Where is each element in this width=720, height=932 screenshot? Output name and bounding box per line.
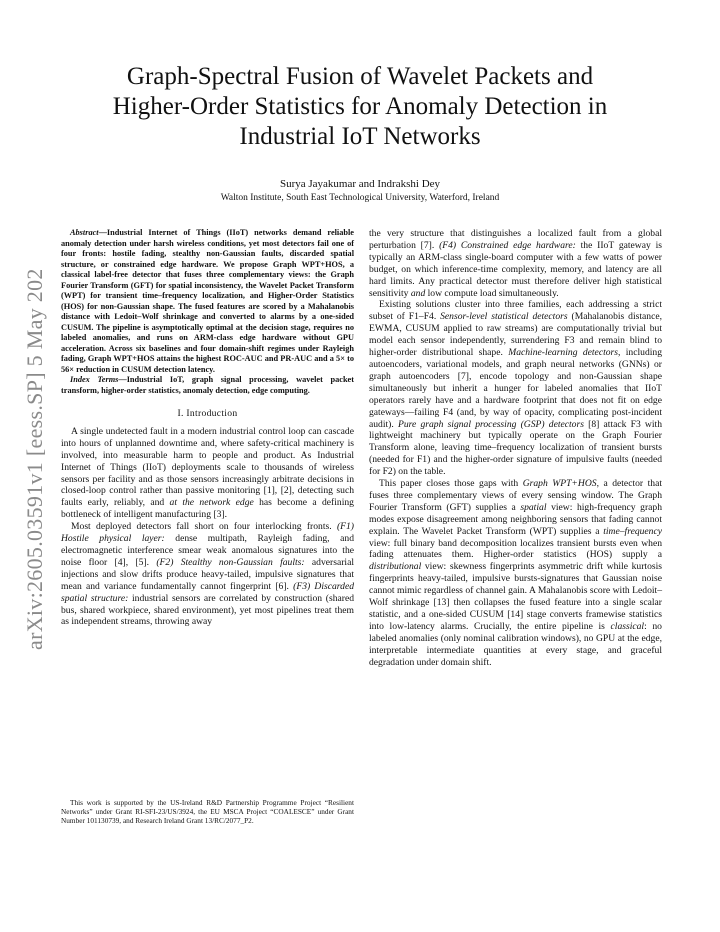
emphasis-text: Graph WPT+HOS <box>522 478 597 490</box>
text-run: This paper closes those gaps with <box>379 478 523 490</box>
text-run: , including autoencoders, variational models, and graph neural networks (GNNs) or graph autoencoders [7], encode topology and non-Gaussian shape simultaneously but inherit a hunger for labeled anomalies that IIoT operators rarely have and a hardware footprint that does not fit on edge gateways—failing F4 (and, by way of opacity, complicating post-incident audit). <box>369 347 663 430</box>
text-run: : no labeled anomalies (only nominal calibration windows), no GPU at the edge, interpretable intermediate quantities at every stage, and graceful degradation under domain shift. <box>369 620 662 668</box>
text-run: , a detector that fuses three complementary views of every sensing window. The Graph Fourier Transform (GFT) supplies a <box>369 478 662 513</box>
text-run: Most deployed detectors fall short on four interlocking fronts. <box>71 521 337 533</box>
emphasis-text: time–frequency <box>603 525 662 537</box>
text-run: has become a defining bottleneck of intelligent manufacturing [3]. <box>61 497 354 521</box>
emphasis-text: spatial <box>520 501 547 513</box>
text-run: industrial sensors are correlated by construction (shared bus, shared workpiece, shared environment), yet most pipelines treat them as independent streams, throwing away <box>61 592 355 628</box>
text-run: [8] attack F3 with lightweight machinery but typically operate on the Graph Fourier Transform alone, leaving time–frequency localization of transient bursts (needed for F1) and the higher-order signature of impulsive faults (needed for F2) on the table. <box>369 418 662 478</box>
title-line: Industrial IoT Networks <box>239 123 481 150</box>
text-run: dense multipath, Rayleigh fading, and electromagnetic interference smear weak anomalous signatures into the noise floor [4], [5]. <box>61 533 354 568</box>
abstract <box>61 228 354 375</box>
text-run: adversarial injections and slow drifts produce heavy-tailed, impulsive signatures that mean and variance fundamentally cannot fingerprint [6]. <box>61 556 355 592</box>
paragraph <box>369 478 662 669</box>
emphasis-text: at the network edge <box>169 497 254 509</box>
section-heading: I. Introduction <box>177 408 238 419</box>
emphasis-text: (F3) Discarded spatial structure: <box>61 580 355 604</box>
emphasis-text: Machine-learning detectors <box>508 347 619 359</box>
text-run: the IIoT gateway is typically an ARM-class single-board computer with a few watts of power budget, on which inference-time complexity, memory, and latency are all hard limits. Any practical detector must therefore deliver high statistical sensitivity <box>369 239 662 299</box>
text-run: view: skewness fingerprints asymmetric drift while kurtosis fingerprints heavy-tailed, impulsive bursts-signatures that Gaussian noise cannot mimic regardless of channel gain. A Mahalanobis score with Ledoit–Wolf shrinkage [13] then collapses the fused feature into a single scalar statistic, and a one-sided CUSUM [14] stage converts framewise statistics into low-latency alarms. Crucially, the entire pipeline is <box>369 561 662 632</box>
title-line: Graph-Spectral Fusion of Wavelet Packets and <box>126 63 594 90</box>
emphasis-text: Pure graph signal processing (GSP) detectors <box>397 418 584 430</box>
index-terms-text: —Industrial IoT, graph signal processing, wavelet packet transform, higher-order statistics, anomaly detection, edge computing. <box>61 375 355 395</box>
text-run: view: high-frequency graph modes expose disagreement among neighboring sensors that fading cannot explain. The Wavelet Packet Transform (WPT) supplies a <box>369 501 662 537</box>
emphasis-text: (F4) Constrained edge hardware: <box>439 239 576 251</box>
text-run: Existing solutions cluster into three families, each addressing a strict subset of F1–F4. <box>369 299 662 323</box>
left-column <box>61 228 354 628</box>
emphasis-text: (F1) Hostile physical layer: <box>61 521 354 545</box>
right-column <box>369 228 662 669</box>
title-line: Higher-Order Statistics for Anomaly Detection in <box>112 93 608 120</box>
index-terms-lead: Index Terms <box>70 375 119 384</box>
paper-title <box>60 62 660 152</box>
emphasis-text: (F2) Stealthy non-Gaussian faults: <box>156 556 305 568</box>
abstract-lead: Abstract <box>70 228 99 237</box>
emphasis-text: distributional <box>369 561 422 573</box>
author-list: Surya Jayakumar and Indrakshi Dey <box>279 178 441 190</box>
footnote: This work is supported by the US-Ireland R&D Partnership Programme Project “Resilient Networks” under Grant RI-SFI-23/US/3924, the EU MSCA Project “COALESCE” under Grant Number 101130739, and Research Ireland Grant 13/RC/2077_P2. <box>61 798 354 825</box>
text-run: (Mahalanobis distance, EWMA, CUSUM applied to raw streams) are computationally trivial but model each sensor independently, surrendering F3 and remain blind to higher-order distributional shape. <box>369 311 662 359</box>
arxiv-stamp-text: arXiv:2605.03591v1 [eess.SP] 5 May 2026 <box>22 270 47 650</box>
emphasis-text: Sensor-level statistical detectors <box>440 311 568 323</box>
paragraph <box>369 299 662 478</box>
paragraph <box>369 228 662 299</box>
paragraph <box>61 521 354 628</box>
affiliation: Walton Institute, South East Technological University, Waterford, Ireland <box>220 193 500 203</box>
abstract-text: —Industrial Internet of Things (IIoT) networks demand reliable anomaly detection under harsh wireless conditions, yet most detectors fail one of four fronts: hostile fading, stealthy non-Gaussian faults, discarded spatial structure, or constrained edge hardware. We propose Graph WPT+HOS, a classical label-free detector that fuses three complementary views: the Graph Fourier Transform (GFT) for spatial inconsistency, the Wavelet Packet Transform (WPT) for transient time–frequency localization, and Higher-Order Statistics (HOS) for non-Gaussian shape. The fused features are scored by a Mahalanobis distance with Ledoit–Wolf shrinkage and converted to alarms by a one-sided CUSUM. The pipeline is asymptotically optimal at the decision stage, requires no labeled anomalies, and runs on ARM-class edge hardware without GPU acceleration. Across six baselines and four domain-shift regimes under Rayleigh fading, Graph WPT+HOS attains the highest ROC-AUC and PR-AUC and a 5× to 56× reduction in CUSUM detection latency. <box>61 228 354 374</box>
paragraph <box>61 426 354 521</box>
text-run: low compute load simultaneously. <box>425 287 559 299</box>
emphasis-text: and <box>410 287 426 299</box>
text-run: view: full binary band decomposition localizes transient bursts even when fading attenuates them. Higher-order statistics (HOS) supply a <box>369 537 662 561</box>
text-run: A single undetected fault in a modern industrial control loop can cascade into hours of unplanned downtime and, where safety-critical machinery is involved, into measurable harm to people and product. As Industrial Internet of Things (IIoT) deployments scale to thousands of wireless sensors per facility and as those sensors increasingly arbitrate decisions in closed-loop control rather than passive monitoring [1], [2], detecting such faults early, reliably, and <box>61 425 354 509</box>
index-terms <box>61 375 354 396</box>
text-run: the very structure that distinguishes a localized fault from a global perturbation [7]. <box>369 228 662 251</box>
emphasis-text: classical <box>610 620 645 632</box>
